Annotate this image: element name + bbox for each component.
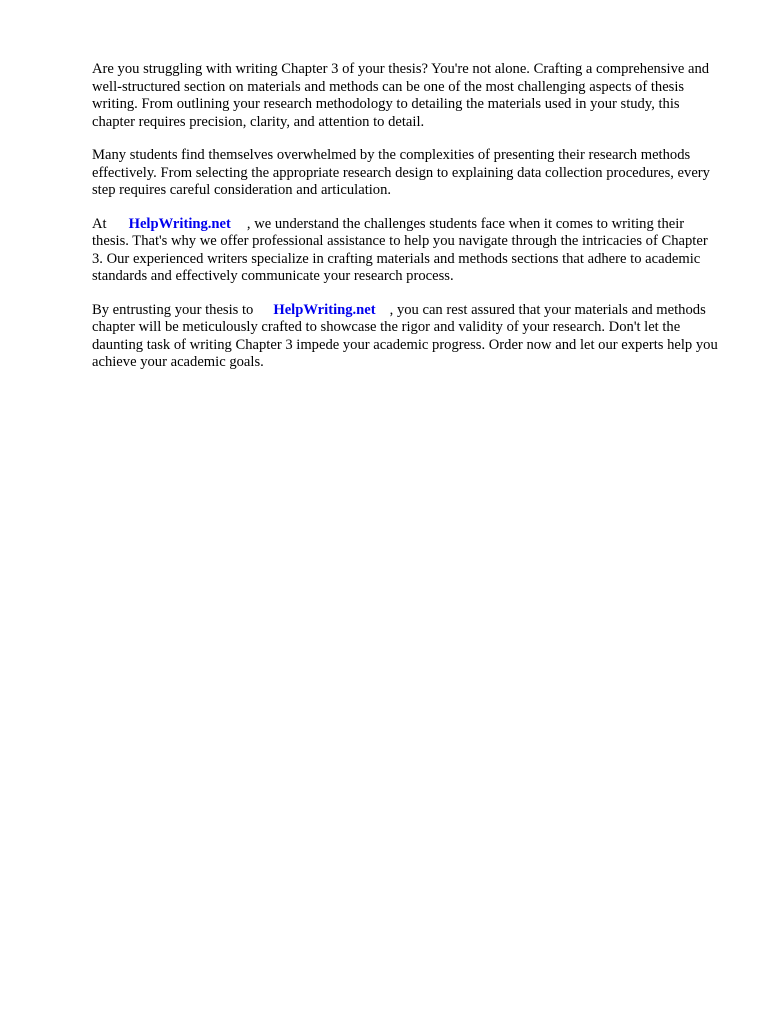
paragraph-challenges: Many students find themselves overwhelmed by the complexities of presenting their research methods effectively. From selecting the appropriate research design to explaining data collection procedures, every step requires careful consideration and articulation. bbox=[92, 147, 710, 198]
paragraph-service-body: , we understand the challenges students face when it comes to writing their thesis. That's why we offer professional assistance to help you navigate through the intricacies of Chapter 3. Our experienced writers specialize in crafting materials and methods sections that adhere to academic standards and effectively communicate your research process. bbox=[92, 215, 708, 284]
paragraph-service-lead: At bbox=[92, 215, 107, 232]
paragraph-service bbox=[92, 216, 722, 286]
paragraph-closing bbox=[92, 302, 722, 372]
paragraph-closing-body: , you can rest assured that your materials and methods chapter will be meticulously crafted to showcase the rigor and validity of your research. Don't let the daunting task of writing Chapter 3 impede your academic progress. Order now and let our experts help you achieve your academic goals. bbox=[92, 301, 718, 370]
document-body bbox=[92, 61, 722, 388]
paragraph-closing-lead: By entrusting your thesis to bbox=[92, 301, 254, 318]
helpwriting-link-2[interactable]: HelpWriting.net bbox=[273, 301, 376, 318]
helpwriting-link[interactable]: HelpWriting.net bbox=[128, 215, 231, 232]
paragraph-intro: Are you struggling with writing Chapter 3 of your thesis? You're not alone. Crafting a comprehensive and well-structured section on materials and methods can be one of the most challenging aspects of thesis writing. From outlining your research methodology to detailing the materials used in your study, this chapter requires precision, clarity, and attention to detail. bbox=[92, 61, 710, 130]
